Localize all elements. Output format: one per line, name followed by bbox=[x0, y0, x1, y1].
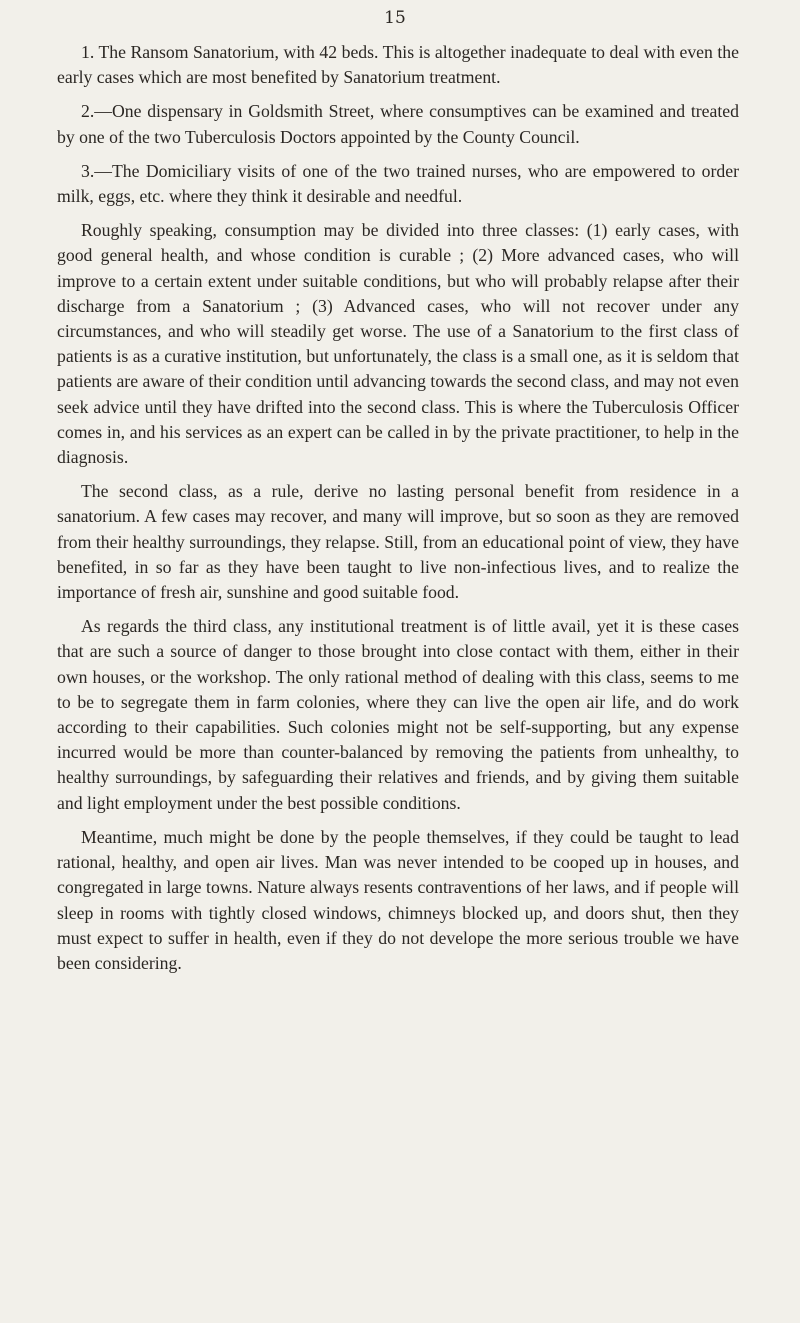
page-number: 15 bbox=[384, 8, 406, 28]
list-item-ransom-sanatorium: 1. The Ransom Sanatorium, with 42 beds. This is altogether inadequate to deal with even the early cases which are most benefited by Sanatorium treatment. bbox=[57, 42, 739, 88]
list-item-domiciliary-visits: 3.—The Domiciliary visits of one of the two trained nurses, who are empowered to order milk, eggs, etc. where they think it desirable and needful. bbox=[57, 160, 739, 207]
paragraph-meantime: Meantime, much might be done by the people themselves, if they could be taught to lead rational, healthy, and open air lives. Man was never intended to be cooped up in houses, and congregated in large towns. Nature always resents contraventions of her laws, and if people will sleep in rooms with tightly closed windows, chimneys blocked up, and doors shut, then they must expect to suffer in health, even if they do not develope the more serious trouble we have been considering. bbox=[57, 826, 739, 973]
document-body bbox=[57, 40, 739, 985]
paragraph-second-class: The second class, as a rule, derive no lasting personal benefit from residence in a sanatorium. A few cases may recover, and many will improve, but so soon as they are removed from their healthy surroundings, they relapse. Still, from an educational point of view, they have benefited, in so far as they have been taught to live non-infectious lives, and to realize the importance of fresh air, sunshine and good suitable food. bbox=[57, 481, 739, 603]
paragraph-three-classes: Roughly speaking, consumption may be divided into three classes: (1) early cases, with good general health, and whose condition is curable ; (2) More advanced cases, who will improve to a certain extent under suitable conditions, but who will probably relapse after their discharge from a Sanatorium ; (3) Advanced cases, who will not recover under any circumstances, and who will steadily get worse. The use of a Sanatorium to the first class of patients is as a curative institution, but unfortunately, the class is a small one, as it is seldom that patients are aware of their condition until advancing towards the second class, and may not even seek advice until they have drifted into the second class. This is where the Tuberculosis Officer comes in, and his services as an expert can be called in by the private practitioner, to help in the diagnosis. bbox=[57, 220, 739, 468]
list-item-dispensary: 2.—One dispensary in Goldsmith Street, where consumptives can be examined and treated by one of the two Tuberculosis Doctors appointed by the County Council. bbox=[57, 101, 739, 147]
paragraph-third-class: As regards the third class, any institutional treatment is of little avail, yet it is these cases that are such a source of danger to those brought into close contact with them, either in their own houses, or the workshop. The only rational method of dealing with this class, seems to me to be to segregate them in farm colonies, where they can live the open air life, and do work according to their capabilities. Such colonies might not be self-supporting, but any expense incurred would be more than counter-balanced by removing the patients from unhealthy, to healthy surroundings, by safeguarding their relatives and friends, and by giving them suitable and light employment under the best possible conditions. bbox=[57, 616, 739, 813]
